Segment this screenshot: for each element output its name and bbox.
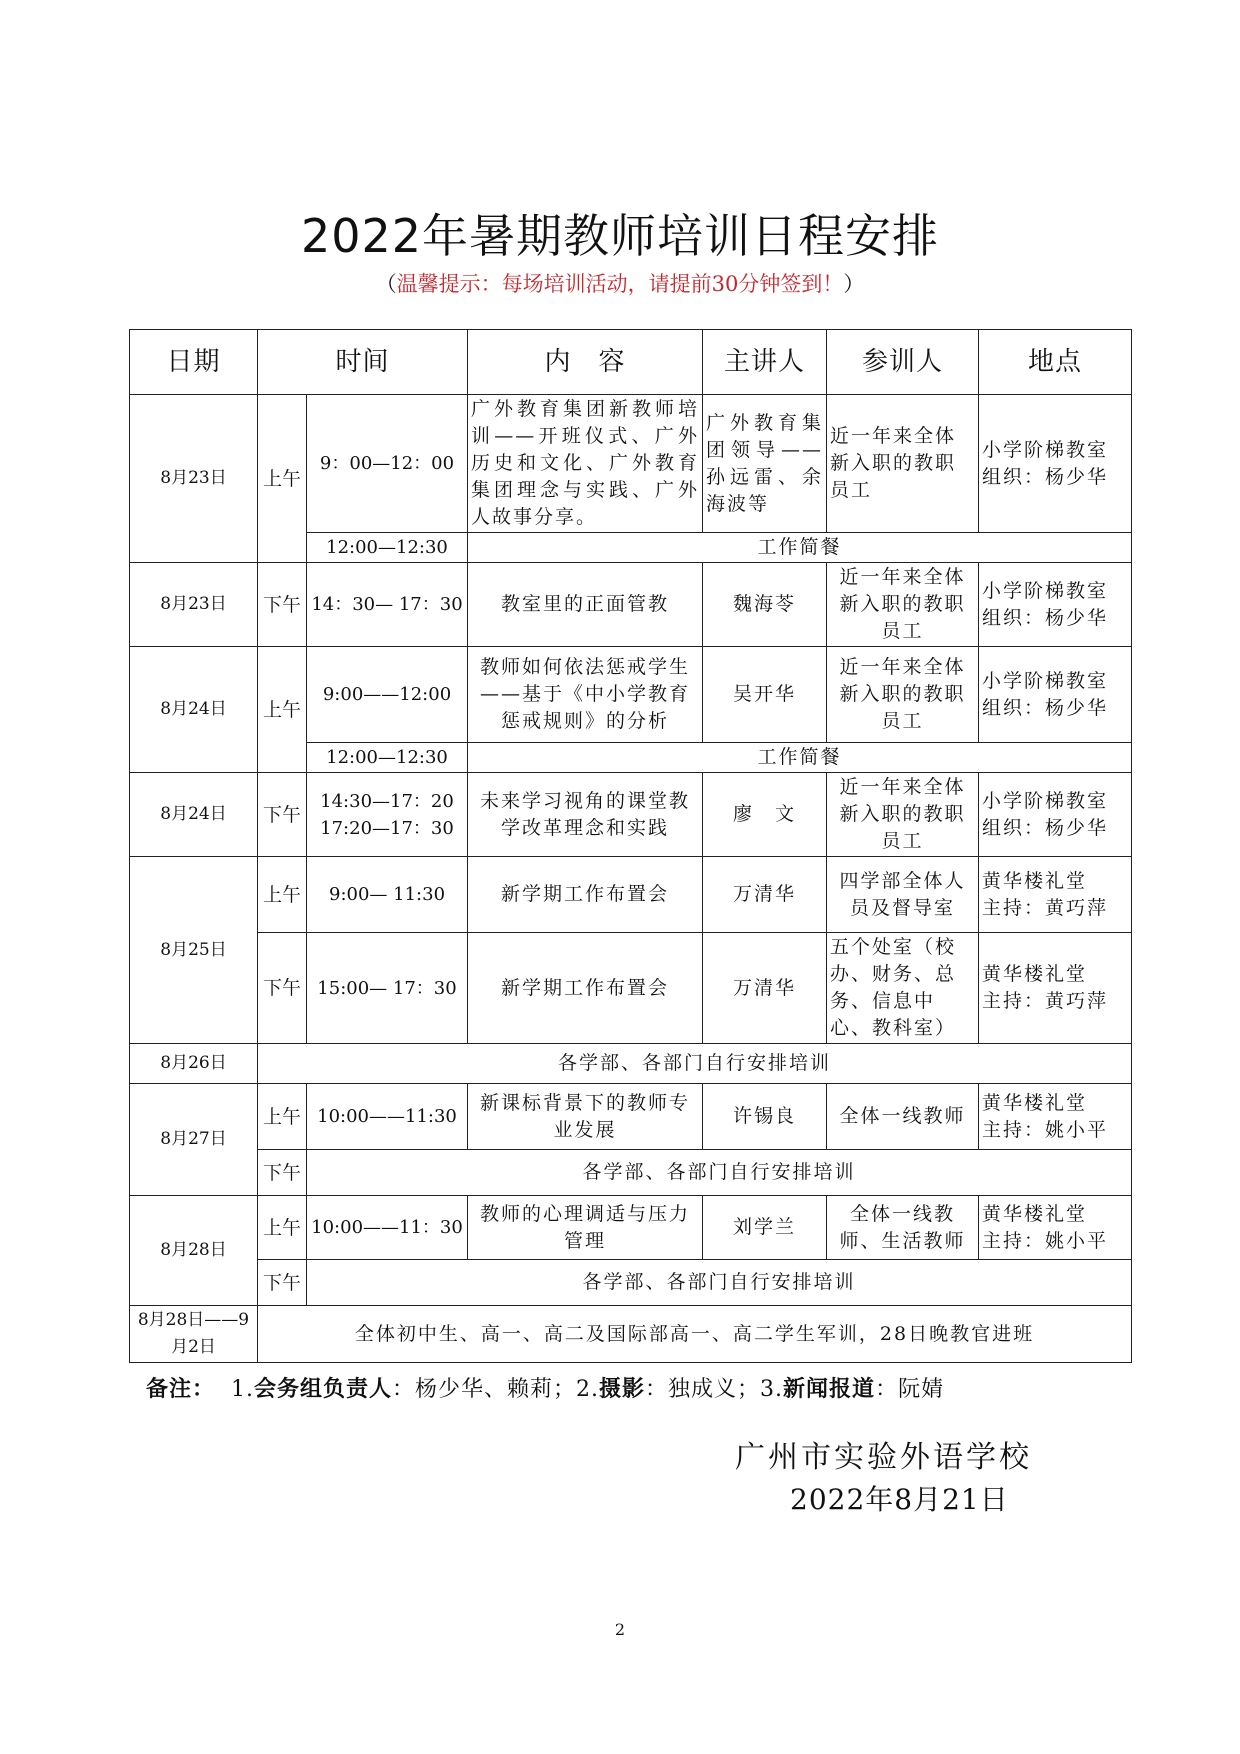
- session-cell: 下午: [258, 773, 307, 857]
- attendees-cell: 近一年来全体新入职的教职员工: [827, 563, 979, 647]
- date-cell: 8月24日: [130, 647, 258, 773]
- content-cell: 未来学习视角的课堂教学改革理念和实践: [468, 773, 703, 857]
- header-content: 内 容: [468, 330, 703, 395]
- page-title: 2022年暑期教师培训日程安排: [300, 209, 940, 263]
- time-cell: 10:00——11：30: [307, 1196, 468, 1260]
- table-row: [130, 563, 1132, 647]
- reminder-text: 温馨提示：每场培训活动，请提前30分钟签到！: [396, 272, 844, 296]
- content-cell: 教师的心理调适与压力管理: [468, 1196, 703, 1260]
- date-cell: 8月28日——9月2日: [130, 1306, 258, 1363]
- session-cell: 上午: [258, 857, 307, 933]
- session-cell: 上午: [258, 647, 307, 773]
- speaker-cell: 魏海苓: [703, 563, 827, 647]
- date-cell: 8月23日: [130, 395, 258, 563]
- merged-cell: 各学部、各部门自行安排培训: [258, 1044, 1132, 1084]
- page-number: 2: [614, 1620, 626, 1639]
- location-cell: 小学阶梯教室 组织：杨少华: [979, 395, 1132, 533]
- date-cell: 8月26日: [130, 1044, 258, 1084]
- table-row: [130, 1306, 1132, 1363]
- merged-cell: 各学部、各部门自行安排培训: [307, 1150, 1132, 1196]
- content-cell: 教室里的正面管教: [468, 563, 703, 647]
- schedule-table: [129, 329, 1132, 1363]
- table-row: [130, 395, 1132, 533]
- table-row: [130, 933, 1132, 1044]
- date-cell: 8月28日: [130, 1196, 258, 1306]
- content-cell: 教师如何依法惩戒学生——基于《中小学教育惩戒规则》的分析: [468, 647, 703, 743]
- time-cell: 14:30—17：20 17:20—17：30: [307, 773, 468, 857]
- table-row: [130, 1044, 1132, 1084]
- attendees-cell: 近一年来全体新入职的教职员工: [827, 395, 979, 533]
- attendees-cell: 全体一线教师: [827, 1084, 979, 1150]
- table-row: [130, 647, 1132, 743]
- header-attendees: 参训人: [827, 330, 979, 395]
- date-cell: 8月25日: [130, 857, 258, 1044]
- location-cell: 黄华楼礼堂 主持：姚小平: [979, 1084, 1132, 1150]
- date-cell: 8月27日: [130, 1084, 258, 1196]
- speaker-cell: 万清华: [703, 933, 827, 1044]
- session-cell: 下午: [258, 1150, 307, 1196]
- attendees-cell: 近一年来全体新入职的教职员工: [827, 773, 979, 857]
- content-cell: 新学期工作布置会: [468, 857, 703, 933]
- reminder-note: （温馨提示：每场培训活动，请提前30分钟签到！）: [375, 272, 865, 296]
- attendees-cell: 全体一线教师、生活教师: [827, 1196, 979, 1260]
- speaker-cell: 广外教育集团领导——孙远雷、余海波等: [703, 395, 827, 533]
- location-cell: 小学阶梯教室 组织：杨少华: [979, 563, 1132, 647]
- location-cell: 黄华楼礼堂 主持：黄巧萍: [979, 933, 1132, 1044]
- speaker-cell: 吴开华: [703, 647, 827, 743]
- merged-cell: 全体初中生、高一、高二及国际部高一、高二学生军训，28日晚教官进班: [258, 1306, 1132, 1363]
- time-cell: 12:00—12:30: [307, 533, 468, 563]
- location-cell: 黄华楼礼堂 主持：姚小平: [979, 1196, 1132, 1260]
- header-location: 地点: [979, 330, 1132, 395]
- session-cell: 下午: [258, 1260, 307, 1306]
- speaker-cell: 刘学兰: [703, 1196, 827, 1260]
- location-cell: 小学阶梯教室 组织：杨少华: [979, 773, 1132, 857]
- time-cell: 14：30— 17：30: [307, 563, 468, 647]
- session-cell: 上午: [258, 1196, 307, 1260]
- header-speaker: 主讲人: [703, 330, 827, 395]
- table-row: [130, 1196, 1132, 1260]
- remarks: 备注： 1.会务组负责人：杨少华、赖莉；2.摄影：独成义；3.新闻报道：阮婧: [146, 1376, 945, 1402]
- header-row: [130, 330, 1132, 395]
- attendees-cell: 四学部全体人员及督导室: [827, 857, 979, 933]
- time-cell: 9:00——12:00: [307, 647, 468, 743]
- lunch-cell: 工作简餐: [468, 743, 1132, 773]
- signature-organization: 广州市实验外语学校: [735, 1440, 1032, 1475]
- table-row: [130, 857, 1132, 933]
- session-cell: 上午: [258, 1084, 307, 1150]
- table-row: [130, 773, 1132, 857]
- time-cell: 9：00—12：00: [307, 395, 468, 533]
- merged-cell: 各学部、各部门自行安排培训: [307, 1260, 1132, 1306]
- content-cell: 新课标背景下的教师专业发展: [468, 1084, 703, 1150]
- signature-date: 2022年8月21日: [790, 1483, 1009, 1516]
- table-row: [130, 1150, 1132, 1196]
- session-cell: 上午: [258, 395, 307, 563]
- table-row: [130, 1084, 1132, 1150]
- attendees-cell: 五个处室（校办、财务、总务、信息中心、教科室）: [827, 933, 979, 1044]
- date-cell: 8月24日: [130, 773, 258, 857]
- time-cell: 10:00——11:30: [307, 1084, 468, 1150]
- location-cell: 小学阶梯教室 组织：杨少华: [979, 647, 1132, 743]
- speaker-cell: 廖 文: [703, 773, 827, 857]
- attendees-cell: 近一年来全体新入职的教职员工: [827, 647, 979, 743]
- location-cell: 黄华楼礼堂 主持：黄巧萍: [979, 857, 1132, 933]
- lunch-cell: 工作简餐: [468, 533, 1132, 563]
- header-time: 时间: [258, 330, 468, 395]
- table-row: [130, 1260, 1132, 1306]
- session-cell: 下午: [258, 933, 307, 1044]
- time-cell: 15:00— 17：30: [307, 933, 468, 1044]
- header-date: 日期: [130, 330, 258, 395]
- content-cell: 广外教育集团新教师培训——开班仪式、广外历史和文化、广外教育集团理念与实践、广外人故事分享。: [468, 395, 703, 533]
- speaker-cell: 万清华: [703, 857, 827, 933]
- content-cell: 新学期工作布置会: [468, 933, 703, 1044]
- speaker-cell: 许锡良: [703, 1084, 827, 1150]
- session-cell: 下午: [258, 563, 307, 647]
- time-cell: 9:00— 11:30: [307, 857, 468, 933]
- time-cell: 12:00—12:30: [307, 743, 468, 773]
- date-cell: 8月23日: [130, 563, 258, 647]
